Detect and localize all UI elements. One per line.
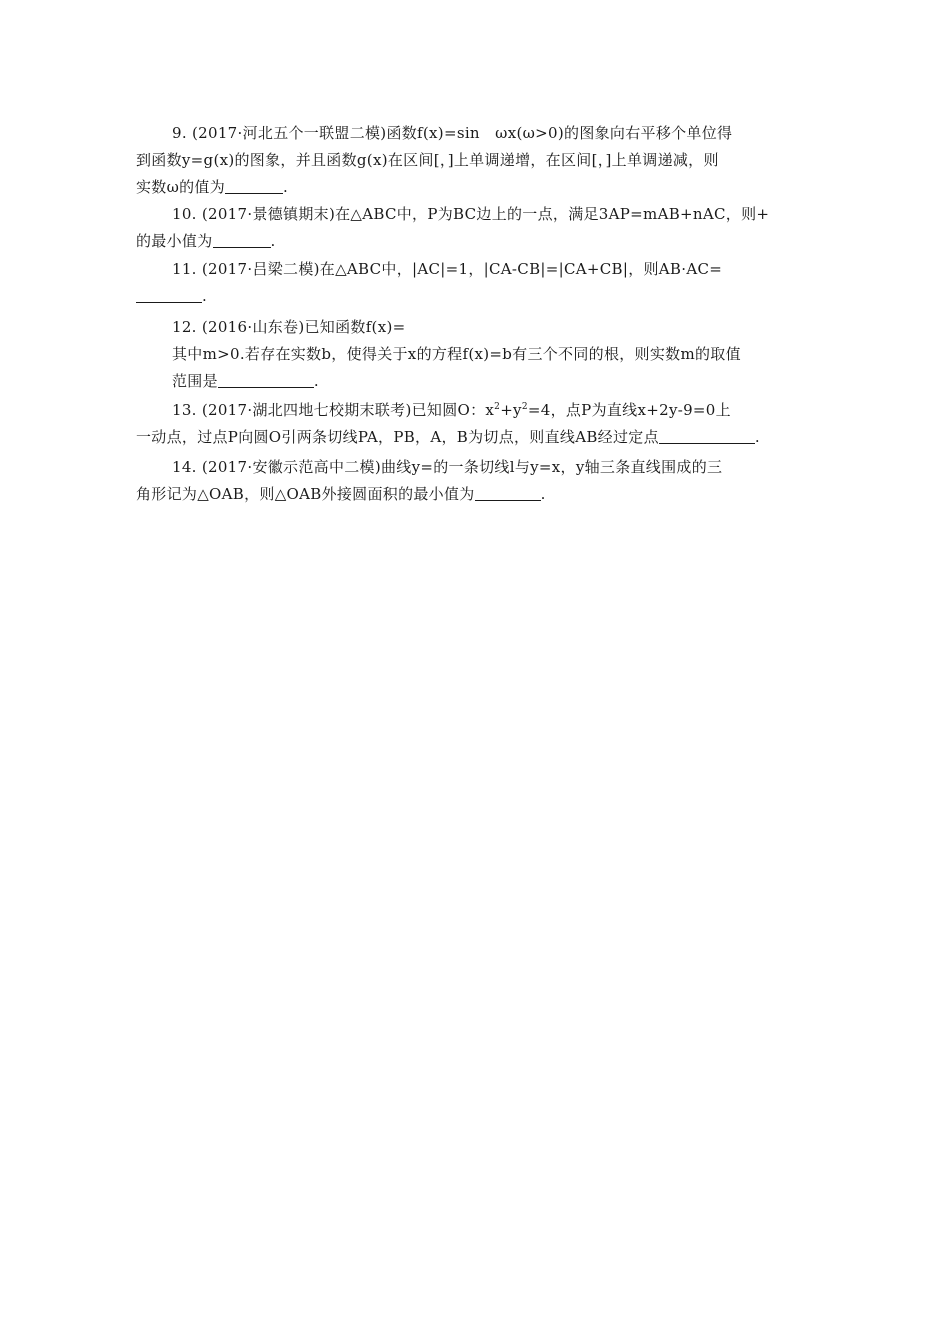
- problem-number: 13.: [172, 401, 197, 419]
- problem-13: [136, 397, 816, 451]
- problem-10-line-1: [136, 201, 816, 228]
- problem-number: 12.: [172, 318, 197, 336]
- problem-text: (2017·河北五个一联盟二模)函数f(x)=sin ωx(ω>0)的图象向右平移个单位得: [192, 124, 733, 142]
- problem-text: +y: [500, 401, 522, 419]
- problem-text: 的最小值为: [136, 232, 213, 250]
- problem-9-line-3: [136, 174, 816, 201]
- problem-10: [136, 201, 816, 255]
- problem-text: 实数ω的值为: [136, 178, 226, 196]
- problem-11-line-2: [136, 283, 816, 310]
- period: .: [754, 428, 760, 446]
- problem-text: (2017·安徽示范高中二模)曲线y=的一条切线l与y=x，y轴三条直线围成的三: [201, 458, 723, 476]
- period: .: [283, 178, 289, 196]
- problem-number: 10.: [172, 205, 197, 223]
- problem-text: 一动点，过点P向圆O引两条切线PA，PB，A，B为切点，则直线AB经过定点: [136, 428, 659, 446]
- exponent: 2: [494, 402, 501, 412]
- problem-number: 11.: [172, 260, 197, 278]
- period: .: [313, 372, 319, 390]
- problem-text: 角形记为△OAB，则△OAB外接圆面积的最小值为: [136, 485, 475, 503]
- problem-9-line-1: [136, 120, 816, 147]
- problem-14-line-1: [136, 454, 816, 481]
- problem-9-line-2: 到函数y=g(x)的图象，并且函数g(x)在区间[，]上单调递增，在区间[，]上单调递减，则: [136, 151, 719, 169]
- answer-blank[interactable]: [475, 485, 541, 501]
- problem-14-line-2: [136, 481, 816, 508]
- exponent: 2: [521, 402, 528, 412]
- period: .: [202, 287, 208, 305]
- problem-11-line-1: [136, 256, 816, 283]
- answer-blank[interactable]: [213, 232, 271, 248]
- problem-12: [136, 314, 816, 395]
- answer-blank[interactable]: [136, 287, 202, 303]
- problem-10-line-2: [136, 228, 816, 255]
- problem-12-line-2: 其中m>0.若存在实数b，使得关于x的方程f(x)=b有三个不同的根，则实数m的取值: [172, 345, 741, 363]
- answer-blank[interactable]: [218, 372, 314, 388]
- problem-13-line-2: [136, 424, 816, 451]
- problem-number: 9.: [172, 124, 187, 142]
- problem-text: (2016·山东卷)已知函数f(x)=: [201, 318, 406, 336]
- period: .: [270, 232, 276, 250]
- answer-blank[interactable]: [659, 428, 755, 444]
- problem-12-line-1: [136, 314, 816, 341]
- problem-12-line-3: [136, 368, 816, 395]
- problem-9: [136, 120, 816, 201]
- problem-text: 范围是: [172, 372, 218, 390]
- problem-text: (2017·吕梁二模)在△ABC中，|AC|=1，|CA-CB|=|CA+CB|，则AB·AC=: [201, 260, 723, 278]
- period: .: [540, 485, 546, 503]
- problem-text: (2017·湖北四地七校期末联考)已知圆O：x: [201, 401, 495, 419]
- problem-11: [136, 256, 816, 310]
- problem-14: [136, 454, 816, 508]
- problem-text: =4，点P为直线x+2y-9=0上: [527, 401, 731, 419]
- problem-13-line-1: [136, 397, 816, 424]
- problem-number: 14.: [172, 458, 197, 476]
- problem-text: (2017·景德镇期末)在△ABC中，P为BC边上的一点，满足3AP=mAB+nAC，则+: [201, 205, 770, 223]
- answer-blank[interactable]: [225, 178, 283, 194]
